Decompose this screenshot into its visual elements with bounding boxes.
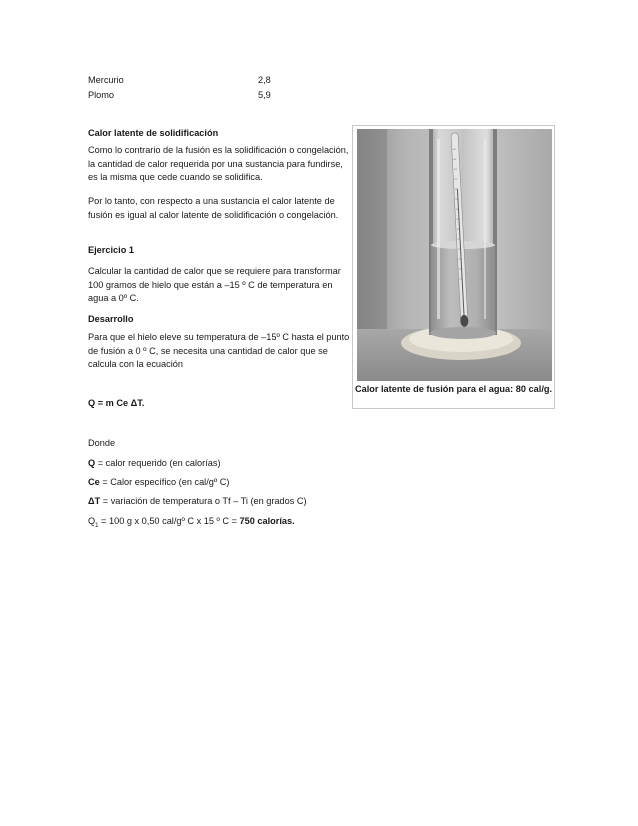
definition-ce [88,476,230,489]
calc-symbol: Q [88,516,96,526]
table-row [88,74,271,87]
definition-q [88,457,221,470]
definition-text: = calor requerido (en calorías) [95,458,221,468]
symbol: ΔT [88,496,101,506]
calc-result: 750 calorías. [239,516,295,526]
beaker-thermometer-photo [357,129,552,381]
development-text: Para que el hielo eleve su temperatura de –15º C hasta el punto de fusión a 0 º C, se necesita una cantidad de calor que se calcula con la ecuación [88,332,350,370]
element-value: 5,9 [258,90,271,100]
calculation [88,515,295,533]
exercise-statement: Calcular la cantidad de calor que se requiere para transformar 100 gramos de hielo que están a –15 º C de temperatura en agua a 0º C. [88,266,341,304]
calc-subscript: 1 [95,522,99,529]
figure-caption: Calor latente de fusión para el agua: 80 cal/g. [354,384,553,394]
element-value: 2,8 [258,75,271,85]
figure-box [352,125,555,409]
equation: Q = m Ce ΔT. [88,398,145,408]
paragraph: Por lo tanto, con respecto a una sustancia el calor latente de fusión es igual al calor latente de solidificación o congelación. [88,196,339,220]
definitions-intro: Donde [88,438,116,448]
exercise-heading: Ejercicio 1 [88,245,134,255]
definition-text: = variación de temperatura o Tf – Ti (en grados C) [100,496,307,506]
paragraph: Como lo contrario de la fusión es la solidificación o congelación, la cantidad de calor requerida por una sustancia para fundirse, es la misma que cede cuando se solidifica. [88,145,349,183]
development-heading: Desarrollo [88,314,134,324]
definition-dt [88,495,307,508]
definition-text: = Calor específico (en cal/gº C) [99,477,230,487]
element-name: Plomo [88,90,115,100]
symbol: Q [88,458,96,468]
symbol: Ce [88,477,100,487]
table-row [88,89,271,102]
calc-text: = 100 g x 0,50 cal/gº C x 15 º C = [98,516,240,526]
element-name: Mercurio [88,75,124,85]
section-heading: Calor latente de solidificación [88,128,219,138]
